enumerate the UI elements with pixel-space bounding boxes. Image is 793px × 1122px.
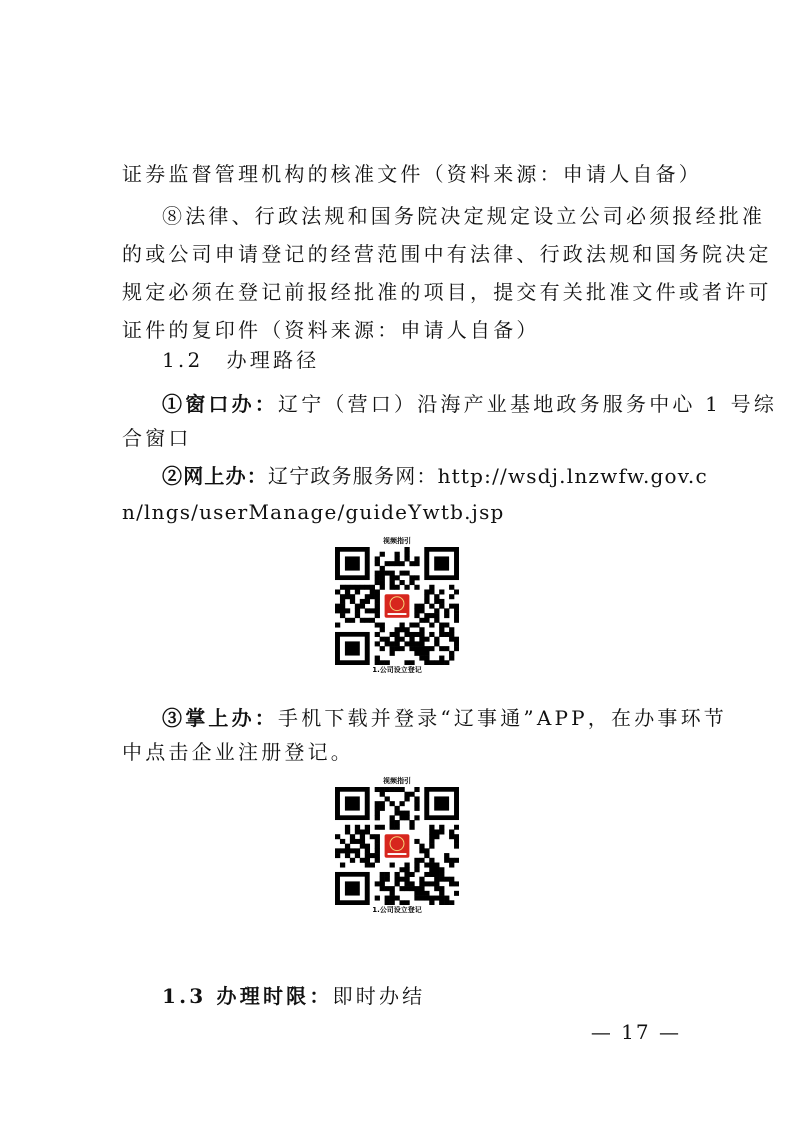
qr-title: 视频指引: [383, 537, 411, 545]
qr-code-block-1: [335, 537, 459, 677]
qr-code-block-2: [335, 777, 459, 917]
qr-code-image: [335, 547, 459, 665]
qr-caption: 1.公司设立登记: [372, 906, 422, 914]
paragraph-line: [162, 706, 728, 730]
section-heading: 1.2 办理路径: [162, 348, 320, 372]
time-limit-text: 即时办结: [332, 984, 426, 1008]
qr-code-image: [335, 787, 459, 905]
paragraph-line: [162, 984, 722, 1008]
paragraph-line: [162, 392, 778, 416]
online-label: ②网上办：: [162, 464, 268, 488]
paragraph-line: [162, 464, 722, 488]
paragraph-line: 的或公司申请登记的经营范围中有法律、行政法规和国务院决定: [122, 242, 772, 266]
paragraph-line: 证券监督管理机构的核准文件（资料来源：申请人自备）: [122, 162, 702, 186]
time-limit-label: 1.3 办理时限：: [162, 984, 333, 1008]
paragraph-line: 中点击企业注册登记。: [122, 740, 354, 764]
mobile-label: ③掌上办：: [162, 706, 278, 730]
paragraph-line: ⑧法律、行政法规和国务院决定规定设立公司必须报经批准: [162, 204, 766, 228]
page-number: — 17 —: [590, 1020, 681, 1044]
window-label: ①窗口办：: [162, 392, 278, 416]
qr-title: 视频指引: [383, 777, 411, 785]
qr-caption: 1.公司设立登记: [372, 666, 422, 674]
mobile-text: 手机下载并登录“辽事通”APP，在办事环节: [278, 706, 728, 730]
online-text: 辽宁政务服务网：http://wsdj.lnzwfw.gov.c: [268, 464, 708, 488]
paragraph-line: 规定必须在登记前报经批准的项目，提交有关批准文件或者许可: [122, 280, 772, 304]
paragraph-line: 证件的复印件（资料来源：申请人自备）: [122, 318, 540, 342]
paragraph-line: 合窗口: [122, 426, 192, 450]
window-text: 辽宁（营口）沿海产业基地政务服务中心 1 号综: [278, 392, 778, 416]
url-line[interactable]: n/lngs/userManage/guideYwtb.jsp: [122, 500, 505, 524]
